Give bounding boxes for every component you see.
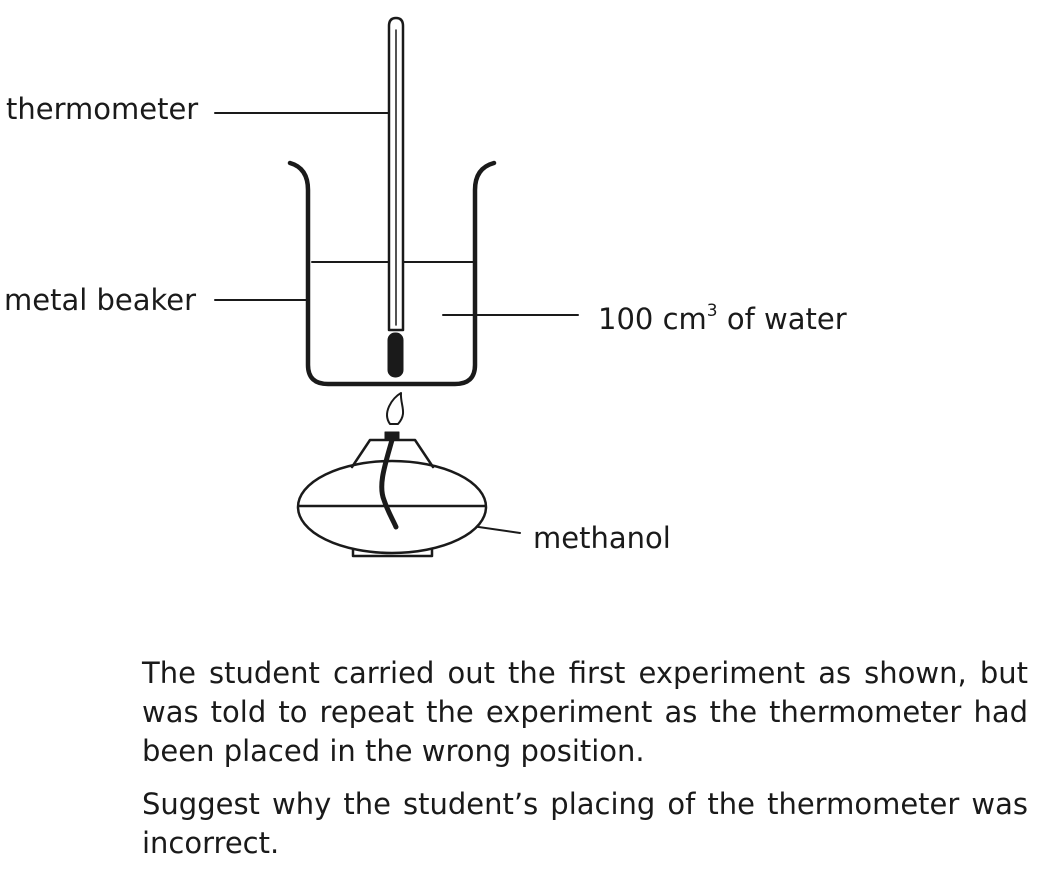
water-label — [598, 301, 847, 336]
water-unit-power: 3 — [706, 301, 718, 321]
thermometer-label: thermometer — [6, 92, 199, 126]
water-unit: cm — [662, 302, 707, 336]
metal-beaker-label: metal beaker — [4, 283, 197, 317]
question-text — [142, 654, 1028, 877]
flame — [387, 393, 403, 424]
question-paragraph-1: The student carried out the first experiment as shown, but was told to repeat the experiment as the thermometer had been placed in the wrong position. — [142, 656, 1028, 768]
question-paragraph-2: Suggest why the student’s placing of the thermometer was incorrect. — [142, 787, 1028, 860]
water-label-rest: of water — [726, 302, 847, 336]
methanol-label: methanol — [533, 521, 671, 555]
water-amount: 100 — [598, 302, 654, 336]
thermometer-bulb — [388, 333, 403, 377]
